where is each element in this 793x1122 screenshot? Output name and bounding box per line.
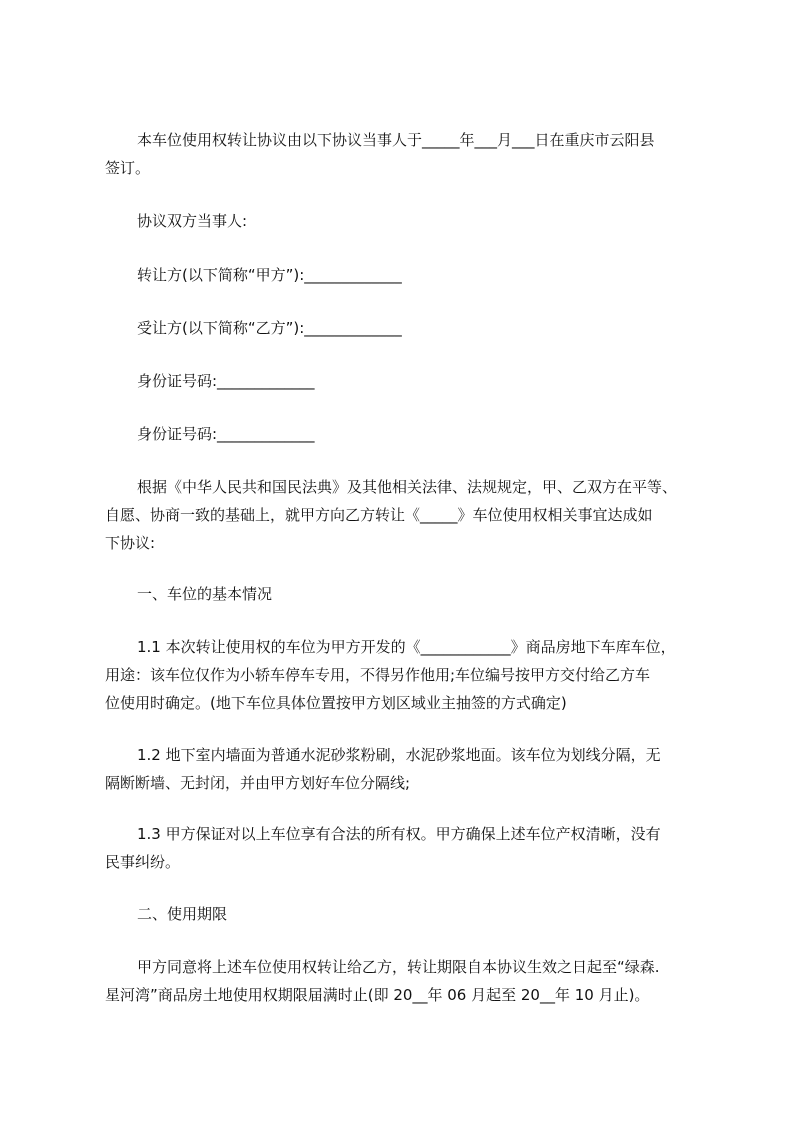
section-2-title: 二、使用期限	[137, 905, 228, 923]
clause-1-1-line-3: 位使用时确定。(地下车位具体位置按甲方划区域业主抽签的方式确定)	[105, 694, 567, 712]
clause-1-3-line-1: 1.3 甲方保证对以上车位享有合法的所有权。甲方确保上述车位产权清晰，没有	[137, 825, 661, 843]
term-line-2: 星河湾”商品房土地使用权期限届满时止(即 20__年 06 月起至 20__年 10 月止)。	[105, 986, 650, 1004]
basis-line-2: 自愿、协商一致的基础上，就甲方向乙方转让《_____》车位使用权相关事宜达成如	[105, 506, 653, 524]
basis-line-1: 根据《中华人民共和国民法典》及其他相关法律、法规规定，甲、乙双方在平等、	[137, 478, 678, 496]
clause-1-2-line-1: 1.2 地下室内墙面为普通水泥砂浆粉刷，水泥砂浆地面。该车位为划线分隔，无	[137, 746, 661, 764]
transferee-field: 受让方(以下简称“乙方”):_____________	[137, 319, 402, 337]
id-number-field-1: 身份证号码:_____________	[137, 372, 315, 390]
parties-heading: 协议双方当事人:	[137, 212, 248, 230]
basis-line-3: 下协议:	[105, 534, 156, 552]
clause-1-2-line-2: 隔断断墙、无封闭，并由甲方划好车位分隔线;	[105, 774, 411, 792]
clause-1-3-line-2: 民事纠纷。	[105, 853, 181, 871]
term-paragraph	[105, 953, 705, 1009]
clause-1-2	[105, 741, 705, 797]
clause-1-1	[105, 633, 705, 717]
clause-1-1-line-2: 用途：该车位仅作为小轿车停车专用，不得另作他用;车位编号按甲方交付给乙方车	[105, 666, 651, 684]
transferor-field: 转让方(以下简称“甲方”):_____________	[137, 266, 402, 284]
intro-paragraph	[105, 126, 705, 182]
term-line-1: 甲方同意将上述车位使用权转让给乙方，转让期限自本协议生效之日起至“绿森.	[137, 958, 660, 976]
intro-line-2: 签订。	[105, 159, 151, 177]
clause-1-1-line-1: 1.1 本次转让使用权的车位为甲方开发的《____________》商品房地下车库车位，	[137, 638, 676, 656]
clause-1-3	[105, 820, 705, 876]
section-1-title: 一、车位的基本情况	[137, 585, 273, 603]
id-number-field-2: 身份证号码:_____________	[137, 425, 315, 443]
basis-paragraph	[105, 473, 705, 557]
intro-line-1: 本车位使用权转让协议由以下协议当事人于_____年___月___日在重庆市云阳县	[137, 131, 655, 149]
